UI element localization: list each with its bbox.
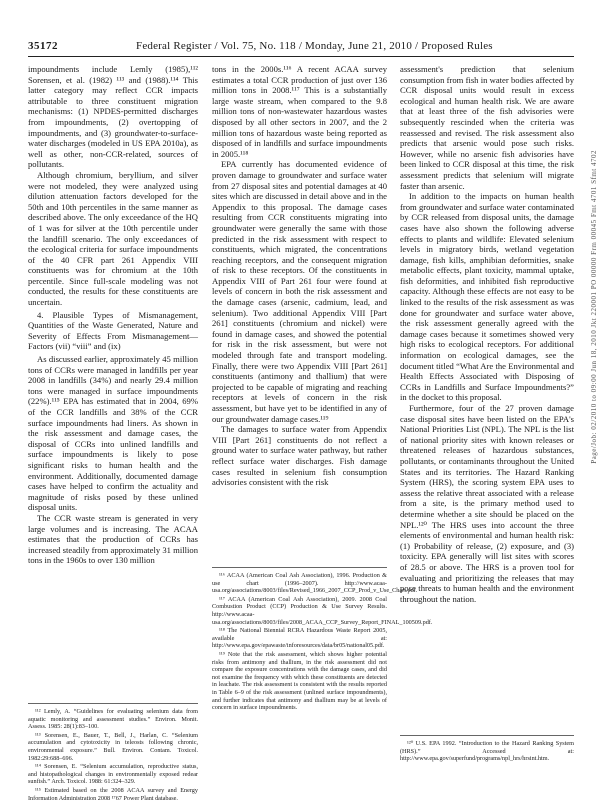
footnote: ¹¹⁴ Sorensen, E. “Selenium accumulation, reproductive status, and histopathological changes in environmentally exposed redear sunfish.” Arch. Toxicol. 1988: 61:324–329. [28, 763, 198, 786]
paragraph: EPA currently has documented evidence of proven damage to groundwater and surface water from 27 disposal sites and potential damages at 40 sites which are discussed in detail above and in the Appendix to this proposal. The damage cases resulting from CCR constituents migrating into groundwater were generally the same with those predicted in the risk assessment with respect to constituents, which migrated, the concentrations reaching receptors, and the consequent migration of risk to these receptors. Of the constituents in Appendix VIII of Part 261 four were found at levels of concern in both the risk assessment and the damage cases (arsenic, cadmium, lead, and selenium). Two additional Appendix VIII [Part 261] constituents (chromium and nickel) were found in damage cases, and showed the potential for risk in the risk assessment, but were not modeled through fate and transport modeling. Finally, there were two Appendix VIII [Part 261] constituents (antimony and thallium) that were projected to be capable of migrating and reaching receptors at levels of concern in the risk assessment, but have yet to be identified in any of our groundwater damage cases.¹¹⁹ [212, 159, 387, 424]
paragraph: Furthermore, four of the 27 proven damage case disposal sites have been listed on the EPA's National Priorities List (NPL). The NPL is the list of national priority sites with known releases or threatened releases of hazardous substances, pollutants, or contaminants throughout the United States and its territories. The Hazard Ranking System (HRS), the scoring system EPA uses to assess the relative threat associated with a release from a site, is the primary method used to determine whether a site should be placed on the NPL.¹²⁰ The HRS uses into account the three elements of environmental and human health risk: (1) Probability of release, (2) exposure, and (3) toxicity. EPA generally will list sites with scores of 28.5 or above. The HRS is a proven tool for evaluating and prioritizing the releases that may pose threats to human health and the environment throughout the nation. [400, 403, 574, 604]
header-rule [28, 56, 574, 57]
paragraph: As discussed earlier, approximately 45 million tons of CCRs were managed in landfills per year 2008 in landfills (34%) and nearly 29.4 million tons were managed in surface impoundments (22%).¹¹⁵ EPA has estimated that in 2004, 69% of the CCR landfills and 38% of the CCR surface impoundments had liners. As shown in the risk assessment and damage cases, the disposal of CCRs into unlined landfills and surface impoundments is likely to pose significant risks to human health and the environment. Additionally, documented damage cases have helped to confirm the actuality and magnitude of risks posed by these unlined disposal units. [28, 354, 198, 513]
margin-printer-code: Page/Job: 02/2010 to 09:00 Jun 18, 2010 Jkt 220001 PO 00000 Frm 00045 Fmt 4701 Sfmt 4702 [590, 150, 598, 464]
column-3 [400, 64, 574, 604]
running-head: Federal Register / Vol. 75, No. 118 / Monday, June 21, 2010 / Proposed Rules [136, 40, 493, 52]
footnote: ¹¹² Lemly, A. “Guidelines for evaluating selenium data from aquatic monitoring and assessment studies.” Environ. Monit. Assess. 1985: 28(1):83–100. [28, 708, 198, 731]
footnote: ¹¹⁵ Estimated based on the 2008 ACAA survey and Energy Information Administration 2008 ¹⁷67 Power Plant database. [28, 786, 198, 800]
paragraph: tons in the 2000s.¹¹⁶ A recent ACAA survey estimates a total CCR production of just over 136 million tons in 2008.¹¹⁷ This is a substantially large waste stream, when compared to the 9.8 million tons of non-wastewater hazardous wastes disposed by all other sectors in 2007, and the 2 million tons of hazardous waste being reported as disposed of in landfills and surface impoundments in 2005.¹¹⁸ [212, 64, 387, 159]
page-number: 35172 [28, 40, 58, 52]
column-2 [212, 64, 387, 488]
section-heading: 4. Plausible Types of Mismanagement, Quantities of the Waste Generated, Nature and Severity of Effects From Mismanagement—Factors (vii) “viii” and (ix) [28, 309, 198, 352]
paragraph: Although chromium, beryllium, and silver were not modeled, they were analyzed using dilution attenuation factors developed for the 50th and 10th percentiles in the same manner as described above. The only exceedance of the HQ of 1 was for silver at the 10th percentile under the landfill scenario. The only exceedances of the ecological criteria for surface impoundments of the 40 CFR part 261 Appendix VIII constituents was for chromium at the 10th percentile. Since full-scale modeling was not conducted, the results for these constituents are uncertain. [28, 169, 198, 308]
footnotes-column-3 [400, 735, 574, 764]
footnote: ¹¹⁹ Note that the risk assessment, which shows higher potential risks from antimony and thallium, in the risk assessment did not compare the exposure concentrations with the damage cases, and did not examine the frequency with which these constituents are detected in leachate. The risk assessment is consistent with the results reported in Table 6–9 of the risk assessment (unlined surface impoundments), and further indicates that antimony and thallium may be at levels of concern in surface impoundments. [212, 650, 387, 712]
footnote: ¹¹³ Sorensen, E., Bauer, T., Bell, J., Harlan, C. “Selenium accumulation and cytotoxicity in teleosts following chronic, environmental exposure.” Bull. Environ. Contam. Toxicol. 1982:29:688–696. [28, 731, 198, 762]
footnote: ¹¹⁸ The National Biennial RCRA Hazardous Waste Report 2005, available at: http://www.epa.gov/epawaste/inforesources/data/br05/national05.pdf. [212, 627, 387, 650]
paragraph: In addition to the impacts on human health from groundwater and surface water contaminated by CCR released from disposal units, the damage cases have also shown the following adverse effects to plants and wildlife: Elevated selenium levels in migratory birds, wetland vegetation damage, fish kills, amphibian deformities, snake metabolic effects, plant toxicity, mammal uptake, fish deformities, and inhibited fish reproductive capacity. Although these effects are not easy to be linked to the results of the risk assessment as was done for groundwater and surface water above, the risk assessment generally agreed with the damage cases because it sometimes showed very high risks to ecological receptors. For additional information on ecological damages, see the document titled “What Are the Environmental and Health Effects Associated with Disposing of CCRs in Landfills and Surface Impoundments?” in the docket to this proposal. [400, 191, 574, 403]
paragraph: The CCR waste stream is generated in very large volumes and is increasing. The ACAA estimates that the production of CCRs has increased steadily from approximately 31 million tons in the 1960s to over 130 million [28, 512, 198, 566]
page-header [28, 40, 574, 54]
paragraph: assessment's prediction that selenium consumption from fish in water bodies affected by CCR disposal units would result in excess ecological and human health risk. We are aware that at least three of the fish advisories were subsequently rescinded when the criteria was reassessed and revised. The risk assessment also predicts that arsenic would pose such risks. However, while no arsenic fish advisories have been linked to CCR disposal at this time, the risk assessment predicts that selenium will migrate faster than arsenic. [400, 64, 574, 191]
footnotes-column-1 [28, 703, 198, 800]
paragraph: impoundments include Lemly (1985),¹¹² Sorensen, et al. (1982) ¹¹³ and (1988).¹¹⁴ This latter category may reflect CCR impacts attributable to three constituent migration mechanisms: (1) NPDES-permitted discharges from impoundments, (2) overtopping of impoundments, and (3) groundwater-to-surface-water discharges (modeled in US EPA 2010a), as well as other, non-CCR-related, sources of pollutants. [28, 64, 198, 170]
footnote: ¹²⁰ U.S. EPA 1992. “Introduction to the Hazard Ranking System (HRS).” Accessed at: http://www.epa.gov/superfund/programs/npl_hrs/hrsint.htm. [400, 740, 574, 763]
footnote: ¹¹⁶ ACAA (American Coal Ash Association), 1996. Production & use chart (1996–2007). http://www.acaa-usa.org/associations/8003/files/Revised_1966_2007_CCP_Prod_v_Use_Chart.pdf. [212, 572, 418, 595]
footnotes-column-2 [212, 567, 433, 713]
footnote: ¹¹⁷ ACAA (American Coal Ash Association), 2009. 2008 Coal Combustion Product (CCP) Production & Use Survey Results. http://www.acaa-usa.org/associations/8003/files/2008_ACAA_CCP_Survey_Report_FINAL_100509.pdf. [212, 595, 433, 626]
column-1 [28, 64, 198, 566]
paragraph: The damages to surface water from Appendix VIII [Part 261] constituents do not reflect a ground water to surface water pathway, but rather reflect surface water discharges. Fish damage cases resulted in selenium fish consumption advisories consistent with the risk [212, 424, 387, 488]
